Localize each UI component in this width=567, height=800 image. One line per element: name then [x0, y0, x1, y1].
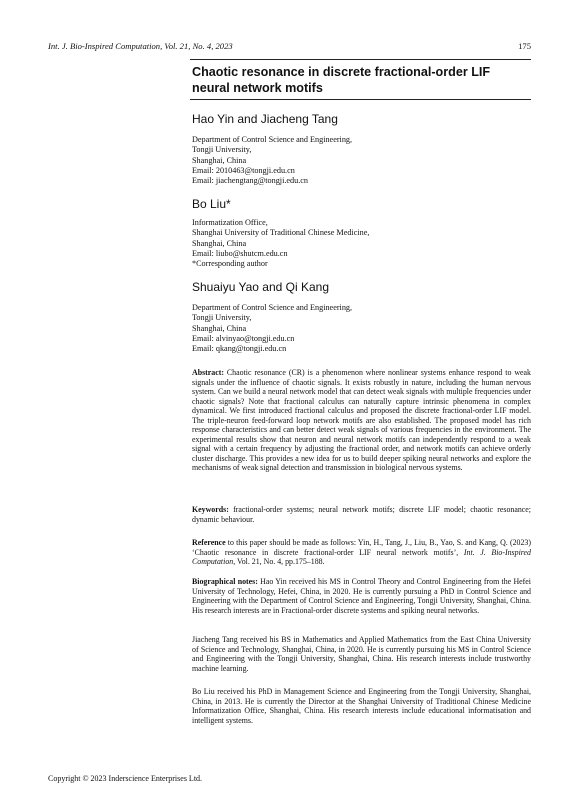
affiliation-2 [192, 218, 369, 269]
reference-volume: , Vol. 21, No. 4, pp.175–188. [233, 557, 325, 567]
journal-citation: Int. J. Bio-Inspired Computation, Vol. 21, No. 4, 2023 [48, 41, 233, 51]
affiliation-line: Department of Control Science and Engineering, [192, 303, 353, 312]
title-top-rule [190, 59, 531, 60]
email-line: Email: qkang@tongji.edu.cn [192, 344, 287, 354]
author-names-2: Bo Liu* [192, 197, 231, 211]
email-line: Email: jiachengtang@tongji.edu.cn [192, 176, 308, 186]
bio-paragraph-2: Jiacheng Tang received his BS in Mathematics and Applied Mathematics from the East China University of Science and Technology, Shanghai, China, in 2020. He is currently pursuing his MS in Control Science and Engineering with the Tongji University, Shanghai, China. His research interests include trustworthy machine learning. [192, 635, 531, 673]
affiliation-line: Department of Control Science and Engineering, [192, 135, 353, 144]
paper-title: Chaotic resonance in discrete fractional-order LIF neural network motifs [192, 65, 491, 95]
affiliation-line: Shanghai, China [192, 323, 247, 333]
email-line: Email: 2010463@tongji.edu.cn [192, 165, 295, 175]
bio-paragraph-3: Bo Liu received his PhD in Management Science and Engineering from the Tongji University, Shanghai, China, in 2013. He is currently the Director at the Shanghai University of Traditional Chinese Medicine Informatization Office, Shanghai, China. His research interests include educational informatisation and intelligent systems. [192, 687, 531, 725]
keywords [192, 505, 531, 524]
bio-text: Hao Yin received his MS in Control Theory and Control Engineering from the Hefei University of Technology, Hefei, China, in 2020. He is currently pursuing a PhD in Control Science and Engineering with the Department of Control Science and Engineering, Tongji University, Shanghai, China. His research interests are in Fractional-order discrete systems and spiking neural networks. [192, 577, 531, 615]
author-names-3: Shuaiyu Yao and Qi Kang [192, 280, 329, 294]
reference [192, 538, 531, 567]
page-number: 175 [518, 41, 531, 51]
email-line: Email: liubo@shutcm.edu.cn [192, 248, 288, 258]
title-bottom-rule [190, 99, 531, 100]
keywords-text: fractional-order systems; neural network motifs; discrete LIF model; chaotic resonance; dynamic behaviour. [192, 505, 531, 524]
corresponding-note: *Corresponding author [192, 259, 268, 269]
affiliation-line: Tongji University, [192, 313, 252, 323]
affiliation-line: Shanghai University of Traditional Chinese Medicine, [192, 228, 370, 238]
reference-text: to this paper should be made as follows: Yin, H., Tang, J., Liu, B., Yao, S. and Kang, Q. (2023) ‘Chaotic resonance in discrete fractional-order LIF neural network motifs’, [192, 538, 531, 557]
abstract [192, 368, 531, 473]
email-line: Email: alvinyao@tongji.edu.cn [192, 333, 295, 343]
affiliation-line: Tongji University, [192, 145, 252, 155]
affiliation-1 [192, 135, 352, 186]
abstract-text: Chaotic resonance (CR) is a phenomenon where nonlinear systems enhance respond to weak signals under the influence of chaotic signals. It exists robustly in nature, including the human nervous system. Can we build a neural network model that can detect weak signals with multiple frequencies under chaotic signals? Note that fractional calculus can naturally capture intrinsic phenomena in complex dynamical. We first introduced fractional calculus and proposed the discrete fractional-order LIF model. The triple-neuron feed-forward loop network motifs are also established. The proposed model has rich response characteristics and can better detect weak signals of various frequencies in the environment. The experimental results show that neuron and neural network motifs can independently respond to a weak signal with a certain frequency by adjusting the fractional order, and network motifs can achieve orderly cluster discharge. This provides a new idea for us to build deeper spiking neural networks and explore the mechanisms of weak signal detection and transmission in biological nervous systems. [192, 368, 531, 473]
keywords-label: Keywords: [192, 505, 229, 514]
affiliation-3 [192, 303, 352, 354]
affiliation-line: Shanghai, China [192, 238, 247, 248]
reference-journal: Int. J. Bio-Inspired Computation [192, 547, 531, 567]
copyright-notice: Copyright © 2023 Inderscience Enterprises Ltd. [48, 774, 203, 783]
affiliation-line: Shanghai, China [192, 155, 247, 165]
bio-paragraph-1 [192, 577, 531, 615]
affiliation-line: Informatization Office, [192, 218, 268, 227]
author-names-1: Hao Yin and Jiacheng Tang [192, 112, 338, 126]
abstract-label: Abstract: [192, 368, 224, 377]
bio-label: Biographical notes: [192, 577, 258, 586]
reference-label: Reference [192, 538, 226, 547]
